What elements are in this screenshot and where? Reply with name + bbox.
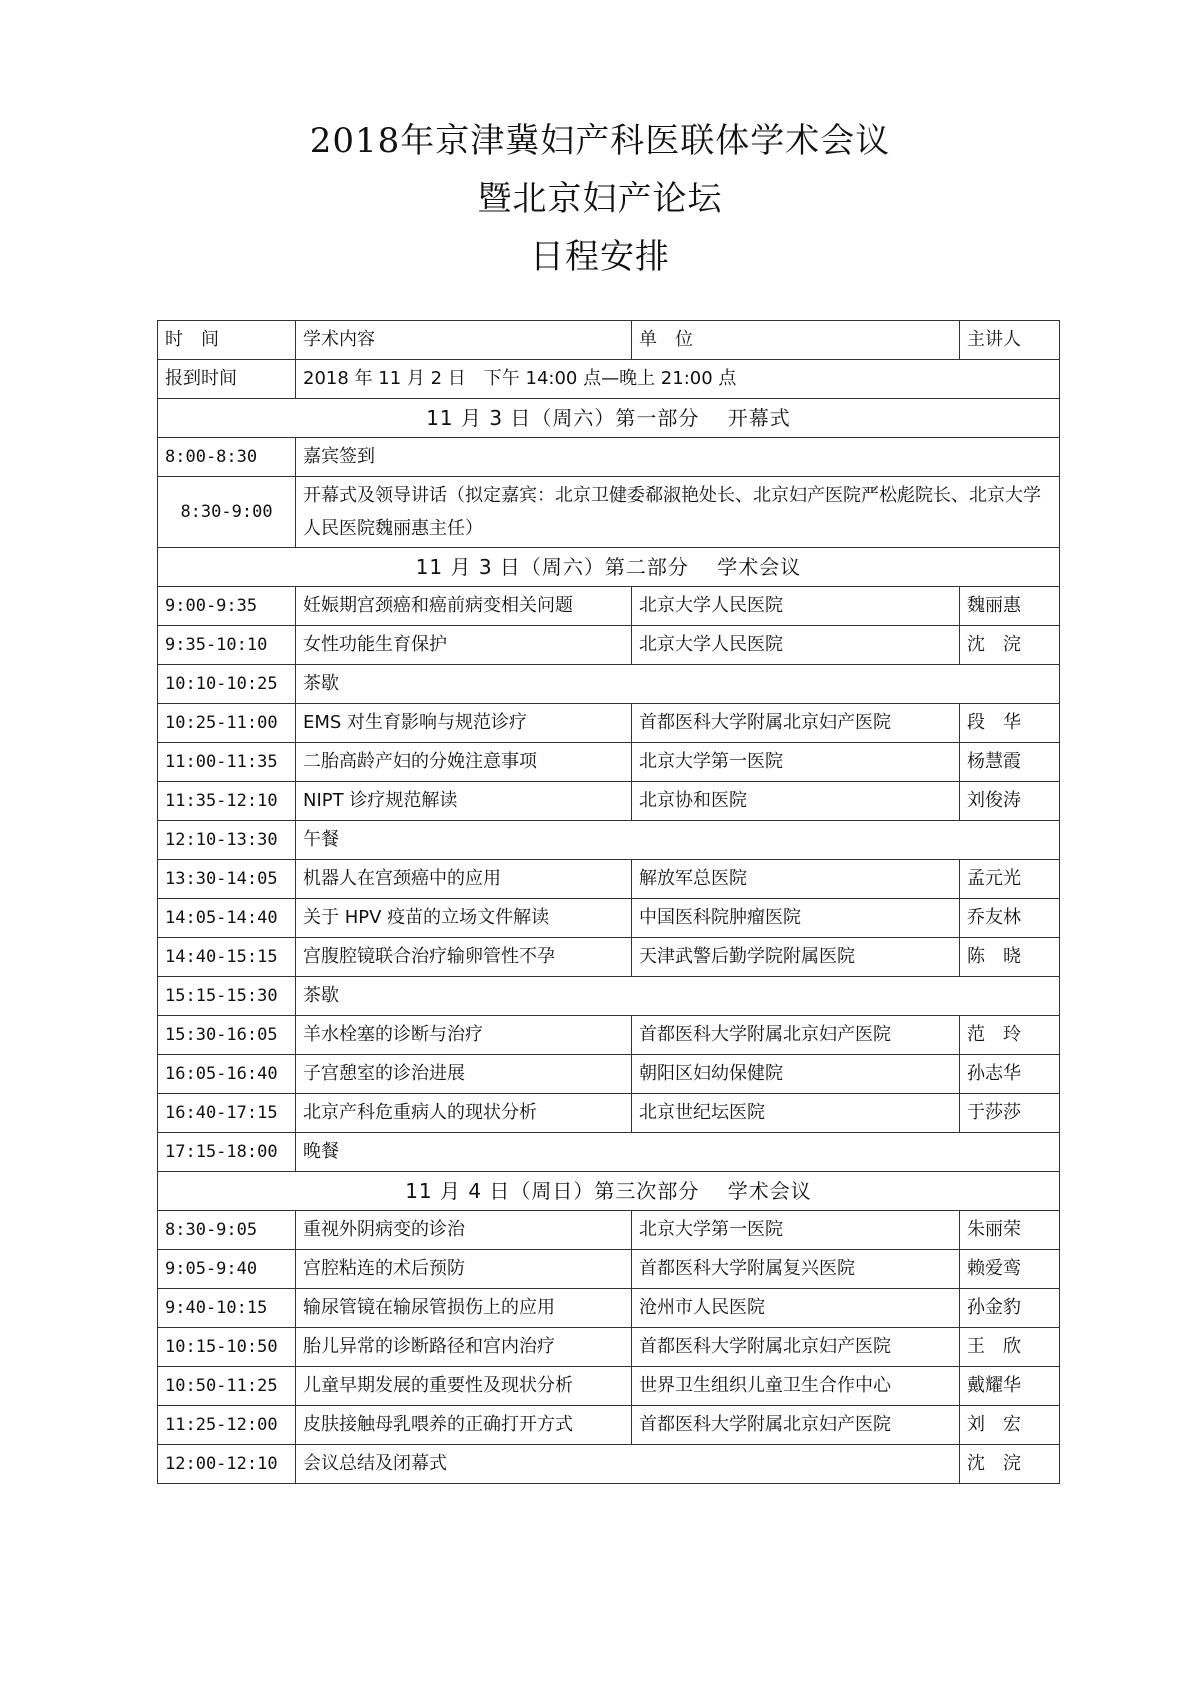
table-row [158,1250,1060,1289]
section-title: 11 月 4 日（周日）第三次部分 学术会议 [158,1172,1060,1211]
time-cell: 14:05-14:40 [158,899,296,938]
unit-cell: 天津武警后勤学院附属医院 [632,938,960,977]
time-cell: 10:15-10:50 [158,1328,296,1367]
time-cell: 9:35-10:10 [158,626,296,665]
topic-cell: 午餐 [296,821,1060,860]
time-cell: 15:15-15:30 [158,977,296,1016]
section-title: 11 月 3 日（周六）第一部分 开幕式 [158,399,1060,438]
title-line-3: 日程安排 [530,237,670,277]
topic-cell: 会议总结及闭幕式 [296,1445,960,1484]
topic-cell: EMS 对生育影响与规范诊疗 [296,704,632,743]
unit-cell: 北京世纪坛医院 [632,1094,960,1133]
speaker-cell: 孙金豹 [960,1289,1060,1328]
table-row [158,477,1060,548]
table-row [158,977,1060,1016]
topic-cell: 儿童早期发展的重要性及现状分析 [296,1367,632,1406]
speaker-cell: 孙志华 [960,1055,1060,1094]
speaker-cell: 杨慧霞 [960,743,1060,782]
table-row [158,704,1060,743]
topic-cell: 胎儿异常的诊断路径和宫内治疗 [296,1328,632,1367]
topic-cell: 机器人在宫颈癌中的应用 [296,860,632,899]
title-line-2: 暨北京妇产论坛 [477,179,723,219]
time-cell: 11:00-11:35 [158,743,296,782]
time-cell: 10:25-11:00 [158,704,296,743]
speaker-cell: 刘 宏 [960,1406,1060,1445]
speaker-cell: 沈 浣 [960,1445,1060,1484]
topic-cell: 二胎高龄产妇的分娩注意事项 [296,743,632,782]
time-cell: 8:30-9:00 [158,477,296,548]
header-topic: 学术内容 [296,321,632,360]
unit-cell: 朝阳区妇幼保健院 [632,1055,960,1094]
topic-cell: 茶歇 [296,977,1060,1016]
table-row [158,743,1060,782]
speaker-cell: 陈 晓 [960,938,1060,977]
topic-cell: 嘉宾签到 [296,438,1060,477]
section-row [158,1172,1060,1211]
time-cell: 16:40-17:15 [158,1094,296,1133]
table-row [158,438,1060,477]
topic-cell: NIPT 诊疗规范解读 [296,782,632,821]
schedule-table [157,320,1060,1484]
time-cell: 15:30-16:05 [158,1016,296,1055]
topic-cell: 输尿管镜在输尿管损伤上的应用 [296,1289,632,1328]
document-title [0,112,1200,286]
table-row [158,665,1060,704]
unit-cell: 北京大学人民医院 [632,626,960,665]
unit-cell: 沧州市人民医院 [632,1289,960,1328]
schedule-body [158,321,1060,1484]
header-row [158,321,1060,360]
unit-cell: 中国医科院肿瘤医院 [632,899,960,938]
table-row [158,1133,1060,1172]
topic-cell: 关于 HPV 疫苗的立场文件解读 [296,899,632,938]
unit-cell: 北京大学人民医院 [632,587,960,626]
table-row [158,782,1060,821]
table-row [158,587,1060,626]
unit-cell: 首都医科大学附属北京妇产医院 [632,704,960,743]
table-row [158,1367,1060,1406]
unit-cell: 北京协和医院 [632,782,960,821]
speaker-cell: 魏丽惠 [960,587,1060,626]
table-row [158,1328,1060,1367]
speaker-cell: 乔友林 [960,899,1060,938]
speaker-cell: 朱丽荣 [960,1211,1060,1250]
speaker-cell: 孟元光 [960,860,1060,899]
table-row [158,1289,1060,1328]
time-cell: 10:10-10:25 [158,665,296,704]
table-row [158,938,1060,977]
time-cell: 12:10-13:30 [158,821,296,860]
topic-cell: 宫腔粘连的术后预防 [296,1250,632,1289]
section-row [158,399,1060,438]
unit-cell: 首都医科大学附属北京妇产医院 [632,1406,960,1445]
topic-cell: 羊水栓塞的诊断与治疗 [296,1016,632,1055]
speaker-cell: 段 华 [960,704,1060,743]
time-cell: 16:05-16:40 [158,1055,296,1094]
registration-label: 报到时间 [158,360,296,399]
time-cell: 12:00-12:10 [158,1445,296,1484]
speaker-cell: 于莎莎 [960,1094,1060,1133]
registration-row [158,360,1060,399]
table-row [158,1211,1060,1250]
time-cell: 11:25-12:00 [158,1406,296,1445]
table-row [158,1406,1060,1445]
topic-cell: 宫腹腔镜联合治疗输卵管性不孕 [296,938,632,977]
topic-cell: 皮肤接触母乳喂养的正确打开方式 [296,1406,632,1445]
unit-cell: 北京大学第一医院 [632,1211,960,1250]
topic-cell: 子宫憩室的诊治进展 [296,1055,632,1094]
table-row [158,860,1060,899]
speaker-cell: 沈 浣 [960,626,1060,665]
topic-cell: 晚餐 [296,1133,1060,1172]
topic-cell: 重视外阴病变的诊治 [296,1211,632,1250]
time-cell: 17:15-18:00 [158,1133,296,1172]
time-cell: 13:30-14:05 [158,860,296,899]
speaker-cell: 戴耀华 [960,1367,1060,1406]
unit-cell: 首都医科大学附属复兴医院 [632,1250,960,1289]
header-time: 时 间 [158,321,296,360]
unit-cell: 北京大学第一医院 [632,743,960,782]
time-cell: 9:40-10:15 [158,1289,296,1328]
table-row [158,1016,1060,1055]
registration-value: 2018 年 11 月 2 日 下午 14:00 点—晚上 21:00 点 [296,360,1060,399]
time-cell: 11:35-12:10 [158,782,296,821]
unit-cell: 解放军总医院 [632,860,960,899]
speaker-cell: 赖爱鸾 [960,1250,1060,1289]
topic-cell: 女性功能生育保护 [296,626,632,665]
table-row [158,1055,1060,1094]
unit-cell: 首都医科大学附属北京妇产医院 [632,1016,960,1055]
section-row [158,548,1060,587]
topic-cell: 茶歇 [296,665,1060,704]
table-row [158,626,1060,665]
table-row [158,821,1060,860]
title-line-1: 2018年京津冀妇产科医联体学术会议 [309,121,891,161]
topic-cell: 妊娠期宫颈癌和癌前病变相关问题 [296,587,632,626]
table-row [158,1094,1060,1133]
speaker-cell: 王 欣 [960,1328,1060,1367]
header-speaker: 主讲人 [960,321,1060,360]
unit-cell: 首都医科大学附属北京妇产医院 [632,1328,960,1367]
time-cell: 9:00-9:35 [158,587,296,626]
speaker-cell: 范 玲 [960,1016,1060,1055]
table-row [158,1445,1060,1484]
section-title: 11 月 3 日（周六）第二部分 学术会议 [158,548,1060,587]
time-cell: 14:40-15:15 [158,938,296,977]
topic-cell: 开幕式及领导讲话（拟定嘉宾：北京卫健委郗淑艳处长、北京妇产医院严松彪院长、北京大学人民医院魏丽惠主任） [296,477,1060,548]
time-cell: 8:30-9:05 [158,1211,296,1250]
time-cell: 10:50-11:25 [158,1367,296,1406]
speaker-cell: 刘俊涛 [960,782,1060,821]
table-row [158,899,1060,938]
topic-cell: 北京产科危重病人的现状分析 [296,1094,632,1133]
unit-cell: 世界卫生组织儿童卫生合作中心 [632,1367,960,1406]
time-cell: 8:00-8:30 [158,438,296,477]
time-cell: 9:05-9:40 [158,1250,296,1289]
header-unit: 单 位 [632,321,960,360]
